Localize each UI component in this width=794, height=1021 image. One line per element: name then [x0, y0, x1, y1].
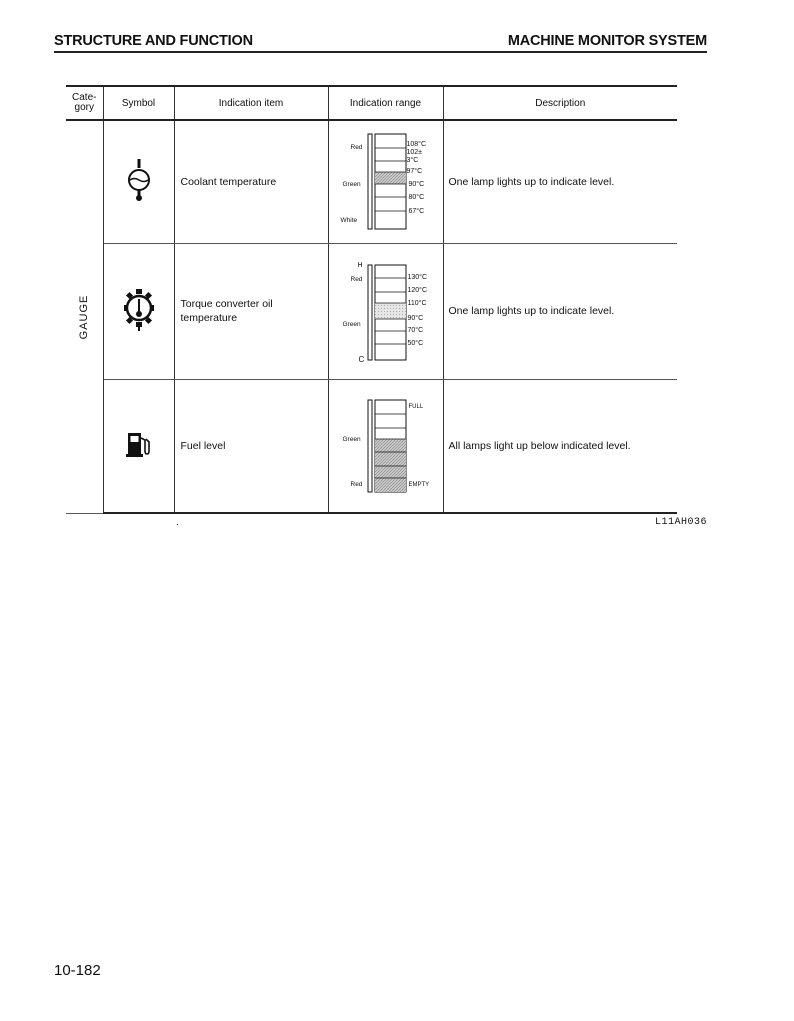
description-cell: All lamps light up below indicated level.	[443, 379, 677, 513]
fuel-pump-icon	[126, 450, 152, 461]
table-header-row	[66, 86, 677, 120]
tick-label: 102±	[406, 149, 423, 156]
range-cell	[328, 379, 443, 513]
tick-label: 130°C	[407, 273, 428, 281]
color-label-white: White	[340, 217, 358, 224]
monitor-gauge-table	[66, 85, 677, 514]
range-cell	[328, 243, 443, 379]
range-letter-h: H	[357, 261, 363, 269]
col-header-range: Indication range	[328, 86, 443, 120]
item-name-line1: Torque converter oil	[180, 298, 273, 310]
fuel-gauge-diagram	[329, 380, 444, 513]
page-number: 10-182	[54, 962, 101, 979]
table-row	[66, 379, 677, 513]
col-header-symbol: Symbol	[103, 86, 174, 120]
color-label-red: Red	[350, 144, 363, 151]
table-row	[66, 243, 677, 379]
item-cell	[174, 243, 328, 379]
tick-label: 108°C	[406, 141, 427, 148]
tick-label: 110°C	[407, 299, 427, 307]
color-label-green: Green	[342, 181, 361, 188]
torque-converter-oil-temperature-icon	[123, 324, 155, 335]
chapter-title: MACHINE MONITOR SYSTEM	[507, 33, 707, 49]
tick-label: 80°C	[408, 194, 425, 201]
table-row	[66, 120, 677, 243]
col-header-description: Description	[443, 86, 677, 120]
col-header-category: Cate- gory	[66, 86, 103, 120]
tick-label: 120°C	[407, 286, 428, 294]
figure-reference: L11AH036	[654, 517, 707, 528]
item-name: Coolant temperature	[180, 175, 277, 188]
tick-label: FULL	[408, 403, 424, 410]
color-label-green: Green	[342, 320, 361, 328]
header-rule	[54, 51, 707, 53]
range-cell	[328, 120, 443, 243]
item-cell	[174, 379, 328, 513]
tick-label: 3°C	[406, 157, 419, 164]
item-name-line2: temperature	[180, 312, 238, 324]
section-title: STRUCTURE AND FUNCTION	[54, 33, 253, 49]
color-label-green: Green	[342, 435, 361, 443]
tick-label: 50°C	[407, 339, 424, 347]
tick-label: 67°C	[408, 208, 425, 215]
torque-converter-gauge-diagram	[329, 244, 444, 379]
coolant-temperature-icon	[124, 194, 154, 205]
color-label-red: Red	[350, 480, 363, 488]
col-header-item: Indication item	[174, 86, 328, 120]
description-cell: One lamp lights up to indicate level.	[443, 120, 677, 243]
stray-dot: .	[176, 517, 179, 528]
tick-label: 97°C	[406, 168, 423, 175]
range-letter-c: C	[358, 354, 365, 364]
tick-label: 90°C	[408, 181, 425, 188]
tick-label: EMPTY	[408, 481, 430, 488]
tick-label: 70°C	[407, 326, 424, 334]
category-cell	[66, 120, 103, 513]
item-cell	[174, 120, 328, 243]
symbol-cell	[103, 379, 174, 513]
tick-label: 90°C	[407, 314, 424, 322]
item-name: Fuel level	[180, 439, 226, 452]
symbol-cell	[103, 243, 174, 379]
category-label: GAUGE	[78, 294, 91, 340]
symbol-cell	[103, 120, 174, 243]
color-label-red: Red	[350, 275, 363, 283]
coolant-gauge-diagram	[329, 121, 444, 243]
description-cell: One lamp lights up to indicate level.	[443, 243, 677, 379]
